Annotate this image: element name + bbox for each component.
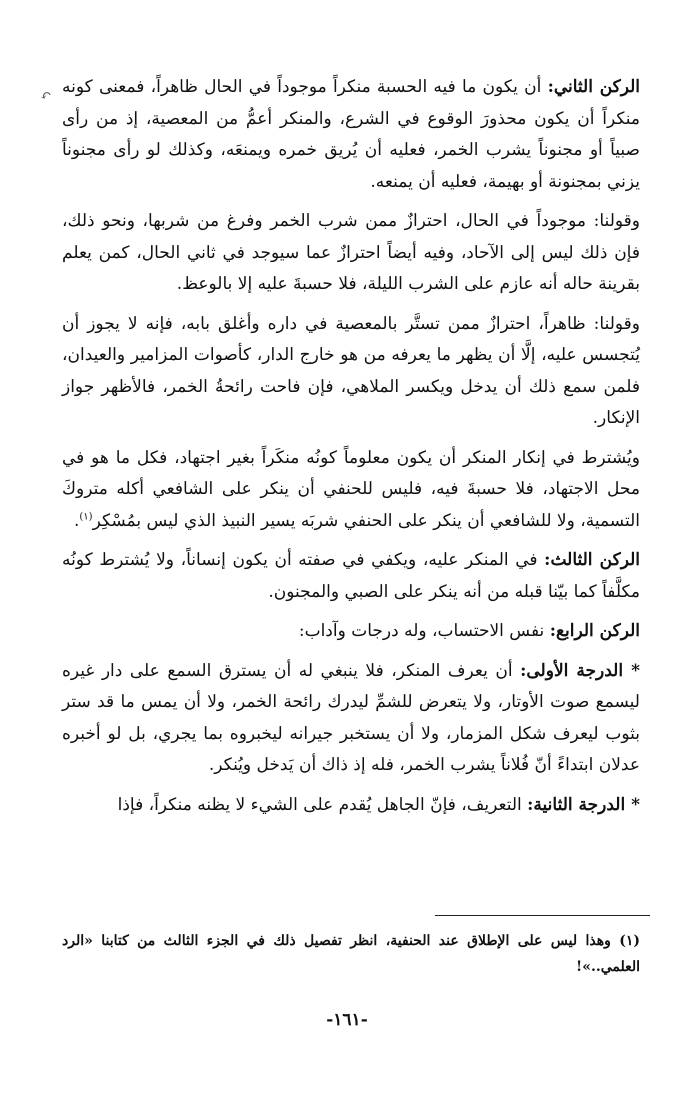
margin-pencil-mark: ↶ <box>37 86 55 106</box>
footnote-item: (١) وهذا ليس على الإطلاق عند الحنفية، انظر تفصيل ذلك في الجزء الثالث من كتابنا «الرد العلمي..»! <box>62 933 640 975</box>
paragraph-third-pillar-text: في المنكر عليه، ويكفي في صفته أن يكون إنساناً، ولا يُشترط كونُه مكلَّفاً كما بيّنا قبله من أنه ينكر على الصبي والمجنون. <box>62 550 640 602</box>
paragraph-fourth-pillar-text: نفس الاحتساب، وله درجات وآداب: <box>298 621 550 641</box>
paragraph-ijtihad-condition <box>62 443 640 538</box>
paragraph-second-degree-text: التعريف، فإنّ الجاهل يُقدم على الشيء لا يظنه منكراً، فإذا <box>117 794 528 815</box>
heading-second-pillar: الركن الثاني: <box>547 77 641 97</box>
main-text-body <box>62 72 640 829</box>
paragraph-present-condition-text: وقولنا: موجوداً في الحال، احترازٌ ممن شرب الخمر وفرغ من شربها، ونحو ذلك، فإن ذلك ليس إلى الآحاد، وفيه أيضاً احترازٌ عما سيوجد في ثاني الحال، كمن يعلم بقرينة حاله أنه عازم على الشرب الليلة، فلا حسبةَ عليه إلا بالوعظ. <box>62 211 640 294</box>
paragraph-third-pillar <box>62 545 640 608</box>
footnote-divider <box>435 915 650 916</box>
paragraph-second-pillar <box>62 72 640 198</box>
page-number: -١٦١- <box>326 1010 368 1030</box>
paragraph-apparent-condition-text: وقولنا: ظاهراً، احترازٌ ممن تستَّر بالمعصية في داره وأغلق بابه، فإنه لا يجوز أن يُتجسس عليه، إلَّا أن يظهر ما يعرفه من هو خارج الدار، كأصوات المزامير والعيدان، فلمن سمع ذلك أن يدخل ويكسر الملاهي، فإن فاحت رائحةُ الخمر، فالأظهر جواز الإنكار. <box>62 313 640 428</box>
footnotes-section <box>62 928 640 980</box>
paragraph-first-degree <box>62 656 640 782</box>
heading-second-degree: * الدرجة الثانية: <box>527 794 640 815</box>
heading-third-pillar: الركن الثالث: <box>544 550 640 570</box>
paragraph-ijtihad-condition-text: ويُشترط في إنكار المنكر أن يكون معلوماً كونُه منكَراً بغير اجتهاد، فكل ما هو في محل الاجتهاد، فلا حسبةَ فيه، فليس للحنفي أن ينكر على الشافعي أكله متروكَ التسمية، ولا للشافعي أن ينكر على الحنفي شربَه يسير النبيذ الذي ليس بمُسْكِر <box>62 447 640 531</box>
heading-fourth-pillar: الركن الرابع: <box>549 621 640 641</box>
paragraph-second-degree <box>62 790 640 822</box>
paragraph-first-degree-text: أن يعرف المنكر، فلا ينبغي له أن يسترق السمع على دار غيره ليسمع صوت الأوتار، ولا يتعرض للشمِّ ليدرك رائحة الخمر، ولا أن يمس ما قد ستر بثوب ليعرف شكل المزمار، ولا أن يستخبر جيرانه ليخبروه بما يجري، بل لو أخبره عدلان ابتداءً أنّ فُلاناً يشرب الخمر، فله إذ ذاك أن يَدخل ويُنكر. <box>62 660 640 775</box>
heading-first-degree: * الدرجة الأولى: <box>520 660 641 681</box>
footnote-reference[interactable]: (١) <box>79 510 93 522</box>
paragraph-present-condition <box>62 206 640 301</box>
paragraph-ijtihad-condition-end: . <box>73 510 80 531</box>
paragraph-apparent-condition <box>62 309 640 435</box>
paragraph-fourth-pillar <box>62 616 640 648</box>
paragraph-second-pillar-text: أن يكون ما فيه الحسبة منكراً موجوداً في الحال ظاهراً، فمعنى كونه منكراً أن يكون محذورَ الوقوع في الشرع، والمنكر أعمُّ من المعصية، إذ من رأى صبياً أو مجنوناً يشرب الخمر، فعليه أن يُريق خمره ويمنعَه، وكذلك لو رأى مجنوناً يزني بمجنونة أو بهيمة، فعليه أن يمنعه. <box>62 77 640 192</box>
